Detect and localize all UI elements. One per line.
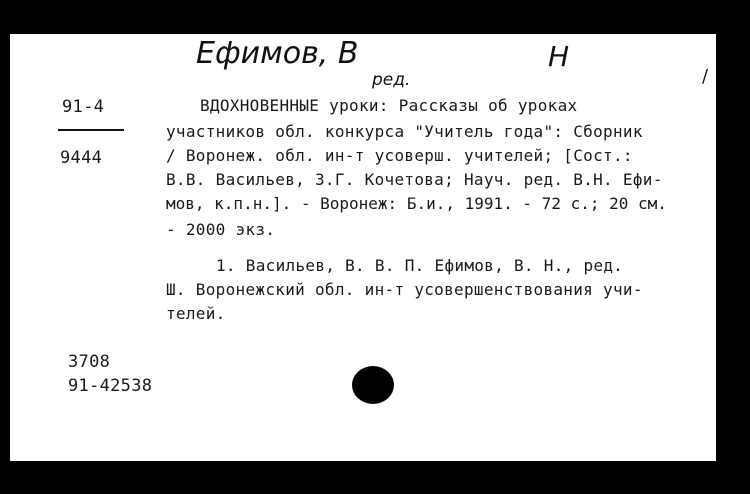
handwritten-letter: Н bbox=[548, 40, 570, 73]
call-number-divider bbox=[58, 129, 124, 131]
tracing-line-3: телей. bbox=[166, 304, 226, 323]
tracing-line-1: 1. Васильев, В. В. П. Ефимов, В. Н., ред. bbox=[216, 256, 624, 275]
body-line-6: - 2000 экз. bbox=[166, 220, 276, 239]
punch-hole bbox=[352, 366, 394, 404]
title-rest: уроки: Рассказы об уроках bbox=[329, 96, 578, 115]
title-word: ВДОХНОВЕННЫЕ bbox=[200, 96, 320, 115]
call-number-bottom: 9444 bbox=[60, 148, 103, 168]
handwritten-author: Ефимов, В bbox=[196, 36, 359, 71]
body-line-4: В.В. Васильев, З.Г. Кочетова; Науч. ред. В.Н. Ефи- bbox=[166, 170, 663, 189]
call-number-top: 91-4 bbox=[62, 97, 105, 117]
body-line-2: участников обл. конкурса "Учитель года": Сборник bbox=[166, 122, 643, 141]
body-line-5: мов, к.п.н.]. - Воронеж: Б.и., 1991. - 72 с.; 20 см. bbox=[166, 194, 667, 213]
footer-code-1: 3708 bbox=[68, 352, 111, 372]
catalog-card bbox=[10, 34, 716, 461]
footer-code-2: 91-42538 bbox=[68, 376, 153, 396]
handwritten-tick: / bbox=[702, 66, 709, 87]
tracing-line-2: Ш. Воронежский обл. ин-т усовершенствования учи- bbox=[166, 280, 643, 299]
body-line-1 bbox=[200, 96, 577, 115]
handwritten-ed: ред. bbox=[372, 70, 411, 90]
body-line-3: / Воронеж. обл. ин-т усоверш. учителей; [Сост.: bbox=[166, 146, 633, 165]
